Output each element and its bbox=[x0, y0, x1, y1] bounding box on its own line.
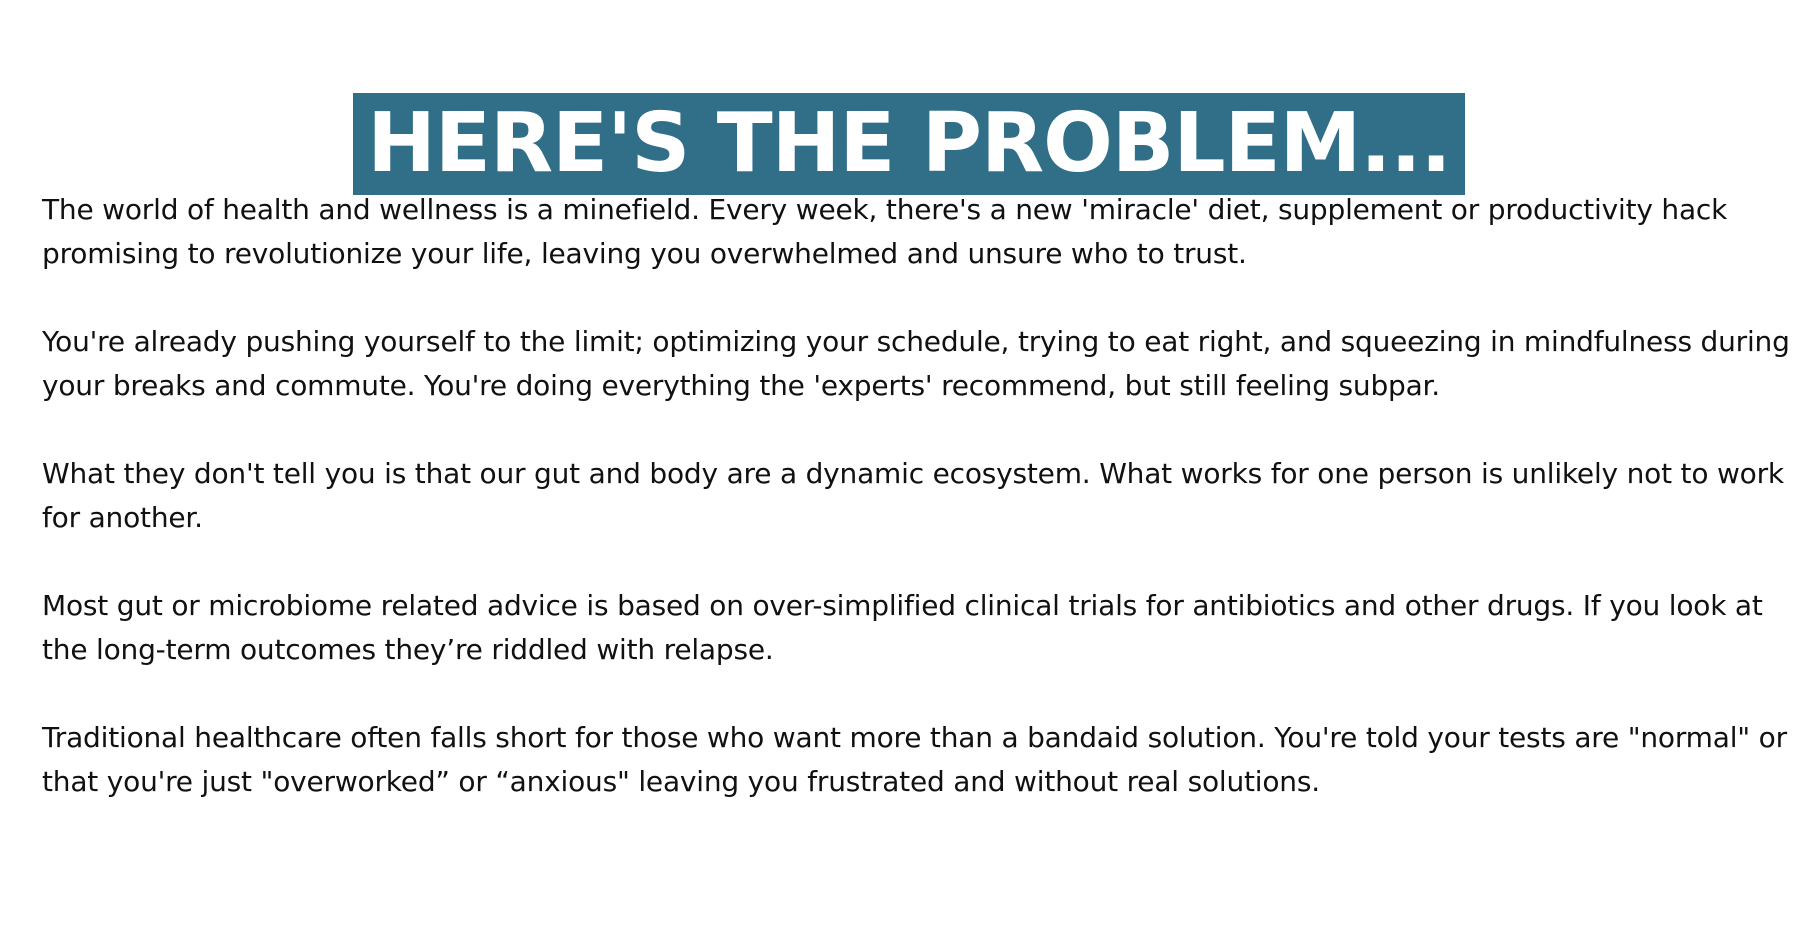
paragraph-2: You're already pushing yourself to the limit; optimizing your schedule, trying to eat right, and squeezing in mindfulness during your breaks and commute. You're doing everything the 'experts' recommend, but still feeling subpar. bbox=[42, 325, 1790, 402]
paragraph-1: The world of health and wellness is a minefield. Every week, there's a new 'miracle' diet, supplement or productivity hack promising to revolutionize your life, leaving you overwhelmed and unsure who to trust. bbox=[42, 193, 1728, 270]
paragraph-5: Traditional healthcare often falls short for those who want more than a bandaid solution. You're told your tests are "normal" or that you're just "overworked” or “anxious" leaving you frustrated and without real solutions. bbox=[42, 721, 1787, 798]
paragraph-4: Most gut or microbiome related advice is based on over-simplified clinical trials for antibiotics and other drugs. If you look at the long-term outcomes they’re riddled with relapse. bbox=[42, 589, 1763, 666]
paragraph-3: What they don't tell you is that our gut and body are a dynamic ecosystem. What works for one person is unlikely not to work for another. bbox=[42, 457, 1784, 534]
body-text bbox=[42, 188, 1792, 848]
page-title: HERE'S THE PROBLEM... bbox=[353, 93, 1464, 195]
